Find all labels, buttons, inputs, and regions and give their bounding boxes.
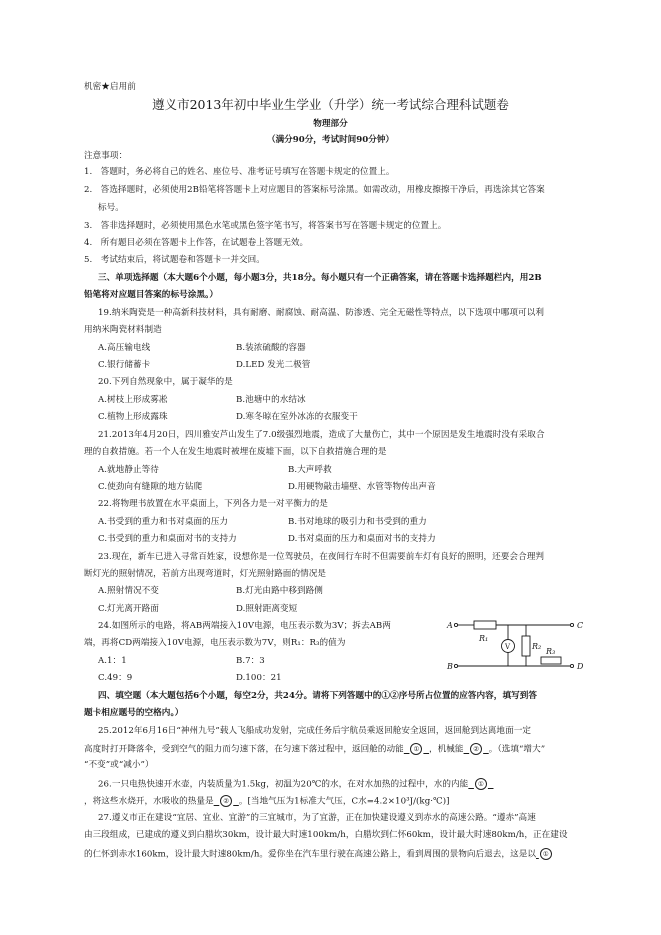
q21-option-a: A.就地静止等待 (98, 465, 159, 475)
q26-line1: 26.一只电热快速开水壶，内装质量为1.5kg，初温为20℃的水，在对水加热的过程中，水的内能 ① (98, 778, 493, 791)
resistor-r3 (541, 657, 561, 664)
node-a-label: A (447, 621, 453, 630)
q24-option-a: A.1：1 (98, 656, 127, 666)
note-item-2: 2. 答选择题时，必须使用2B铅笔将答题卡上对应题目的答案标号涂黑。如需改动，用橡皮擦擦干净后，再选涂其它答案 (84, 185, 545, 195)
node-c-label: C (577, 621, 584, 630)
blank-marker: ① (540, 848, 552, 860)
note-item-4: 4. 所有题目必须在答题卡上作答，在试题卷上答题无效。 (84, 238, 309, 248)
blank-marker: ① (475, 778, 487, 790)
q20-option-b: B.池塘中的水结冰 (236, 395, 306, 405)
section3-heading-cont: 铅笔将对应题目答案的标号涂黑。） (84, 290, 219, 300)
q19-option-b: B.装浓硫酸的容器 (236, 343, 306, 353)
note-item-5: 5. 考试结束后，将试题卷和答题卡一并交回。 (84, 255, 265, 265)
q22-option-c: C.书受到的重力和桌面对书的支持力 (98, 534, 237, 544)
resistor-r1 (474, 621, 496, 629)
q21-option-c: C.使劲向有缝隙的地方钻爬 (98, 482, 203, 492)
q24-stem: 24.如图所示的电路，将AB两端接入10V电源，电压表示数为3V；拆去AB两 (98, 621, 391, 631)
q21-option-b: B.大声呼救 (288, 465, 332, 475)
q26-line2: ，将这些水烧开，水吸收的热量是 ② 。[当地气压为1标准大气压，C水=4.2×10³J/(kg·℃)] (84, 796, 450, 807)
q19-option-d: D.LED 发光二极管 (236, 360, 311, 370)
confidential-label: 机密★启用前 (84, 82, 136, 92)
note-item-2-cont: 标号。 (98, 203, 124, 213)
page-title: 遵义市2013年初中毕业生学业（升学）统一考试综合理科试题卷 (152, 97, 509, 112)
q23-stem-cont: 断灯光的照射情况，若前方出现弯道时，灯光照射路面的情况是 (84, 569, 327, 579)
voltmeter-label: V (505, 643, 511, 651)
node-d-label: D (577, 662, 584, 671)
q20-option-c: C.植物上形成露珠 (98, 412, 168, 422)
node-b-label: B (447, 662, 453, 671)
section3-heading: 三、单项选择题（本大题6个小题，每小题3分，共18分。每小题只有一个正确答案，请在答题卡选择题栏内，用2B (98, 273, 542, 283)
q20-option-d: D.寒冬晾在室外冰冻的衣服变干 (236, 412, 358, 422)
q23-option-c: C.灯光离开路面 (98, 604, 159, 614)
r3-label: R₃ (546, 647, 556, 656)
blank-marker: ① (410, 743, 422, 755)
q19-option-a: A.高压输电线 (98, 343, 151, 353)
q25-line2: 高度时打开降落伞，受到空气的阻力而匀速下落，在匀速下落过程中，返回舱的动能 ① ，机械能 ② 。（选填“增大” (84, 744, 546, 755)
q20-option-a: A.树枝上形成雾凇 (98, 395, 168, 405)
q24-option-d: D.100：21 (236, 673, 282, 683)
q24-option-c: C.49：9 (98, 673, 133, 683)
q24-option-b: B.7：3 (236, 656, 265, 666)
section4-heading: 四、填空题（本大题包括6个小题，每空2分，共24分。请将下列答题中的①②序号所占位置的应答内容，填写到答 (98, 691, 538, 701)
q23-stem: 23.现在，新车已进入寻常百姓家，设想你是一位驾驶员，在夜间行车时不但需要前车灯有良好的照明，还要会合理判 (98, 552, 545, 562)
q21-stem: 21.2013年4月20日，四川雅安芦山发生了7.0级强烈地震，造成了大量伤亡，其中一个原因是发生地震时没有采取合 (98, 430, 545, 440)
note-item-3: 3. 答非选择题时，必须使用黑色水笔或黑色签字笔书写，将答案书写在答题卡规定的位置上。 (84, 221, 447, 231)
score-note: （满分90分，考试时间90分钟） (266, 135, 395, 145)
q27-line1: 27.遵义市正在建设“宜居、宜业、宜游”的三宜城市，为了宜游，正在加快建设遵义到赤水的高速公路。“遵赤”高速 (98, 813, 536, 823)
resistor-r2 (522, 636, 530, 656)
q19-stem: 19.纳米陶瓷是一种高新科技材料，具有耐磨、耐腐蚀、耐高温、防渗透、完全无磁性等特点，以下选项中哪项可以利 (98, 308, 545, 318)
section-title: 物理部分 (313, 119, 348, 129)
r2-label: R₂ (532, 642, 542, 651)
q25-line3: “不变”或“减小”） (84, 760, 154, 770)
q27-line2: 由三段组成，已建成的遵义到白腊坎30km，设计最大时速100km/h，白腊坎到仁怀60km，设计最大时速80km/h，正在建设 (84, 830, 568, 840)
note-item-1: 1. 答题时，务必将自己的姓名、座位号、准考证号填写在答题卡规定的位置上。 (84, 167, 395, 177)
r1-label: R₁ (479, 634, 489, 643)
q22-option-d: D.书对桌面的压力和桌面对书的支持力 (288, 534, 436, 544)
q23-option-b: B.灯光由路中移到路侧 (236, 586, 323, 596)
q22-stem: 22.将物理书放置在水平桌面上，下列各力是一对平衡力的是 (98, 499, 328, 509)
q24-stem-cont: 端，再将CD两端接入10V电源，电压表示数为7V，则R₁：R₃的值为 (84, 638, 346, 648)
q22-option-a: A.书受到的重力和书对桌面的压力 (98, 517, 229, 527)
q27-line3: 的仁怀到赤水160km，设计最大时速80km/h。爱你坐在汽车里行驶在高速公路上，看到周围的景物向后退去，这是以 ① (84, 848, 553, 861)
q21-option-d: D.用硬物敲击墙壁、水管等物传出声音 (288, 482, 436, 492)
q19-stem-cont: 用纳米陶瓷材料制造 (84, 325, 162, 335)
circuit-diagram (446, 612, 596, 678)
blank-marker: ② (220, 795, 232, 807)
q22-option-b: B.书对地球的吸引力和书受到的重力 (288, 517, 427, 527)
blank-marker: ② (470, 743, 482, 755)
q19-option-c: C.银行储蓄卡 (98, 360, 151, 370)
q23-option-d: D.照射距离变短 (236, 604, 298, 614)
q21-stem-cont: 理的自救措施。若一个人在发生地震时被埋在废墟下面，以下自救措施合理的是 (84, 447, 387, 457)
section4-heading-cont: 题卡相应题号的空格内。） (84, 708, 184, 718)
q25-line1: 25.2012年6月16日“神州九号”载人飞船成功发射，完成任务后宇航员乘返回舱安全返回，返回舱到达离地面一定 (98, 726, 532, 736)
q23-option-a: A.照射情况不变 (98, 586, 159, 596)
q20-stem: 20.下列自然现象中，属于凝华的是 (98, 377, 233, 387)
notes-heading: 注意事项： (84, 151, 128, 161)
